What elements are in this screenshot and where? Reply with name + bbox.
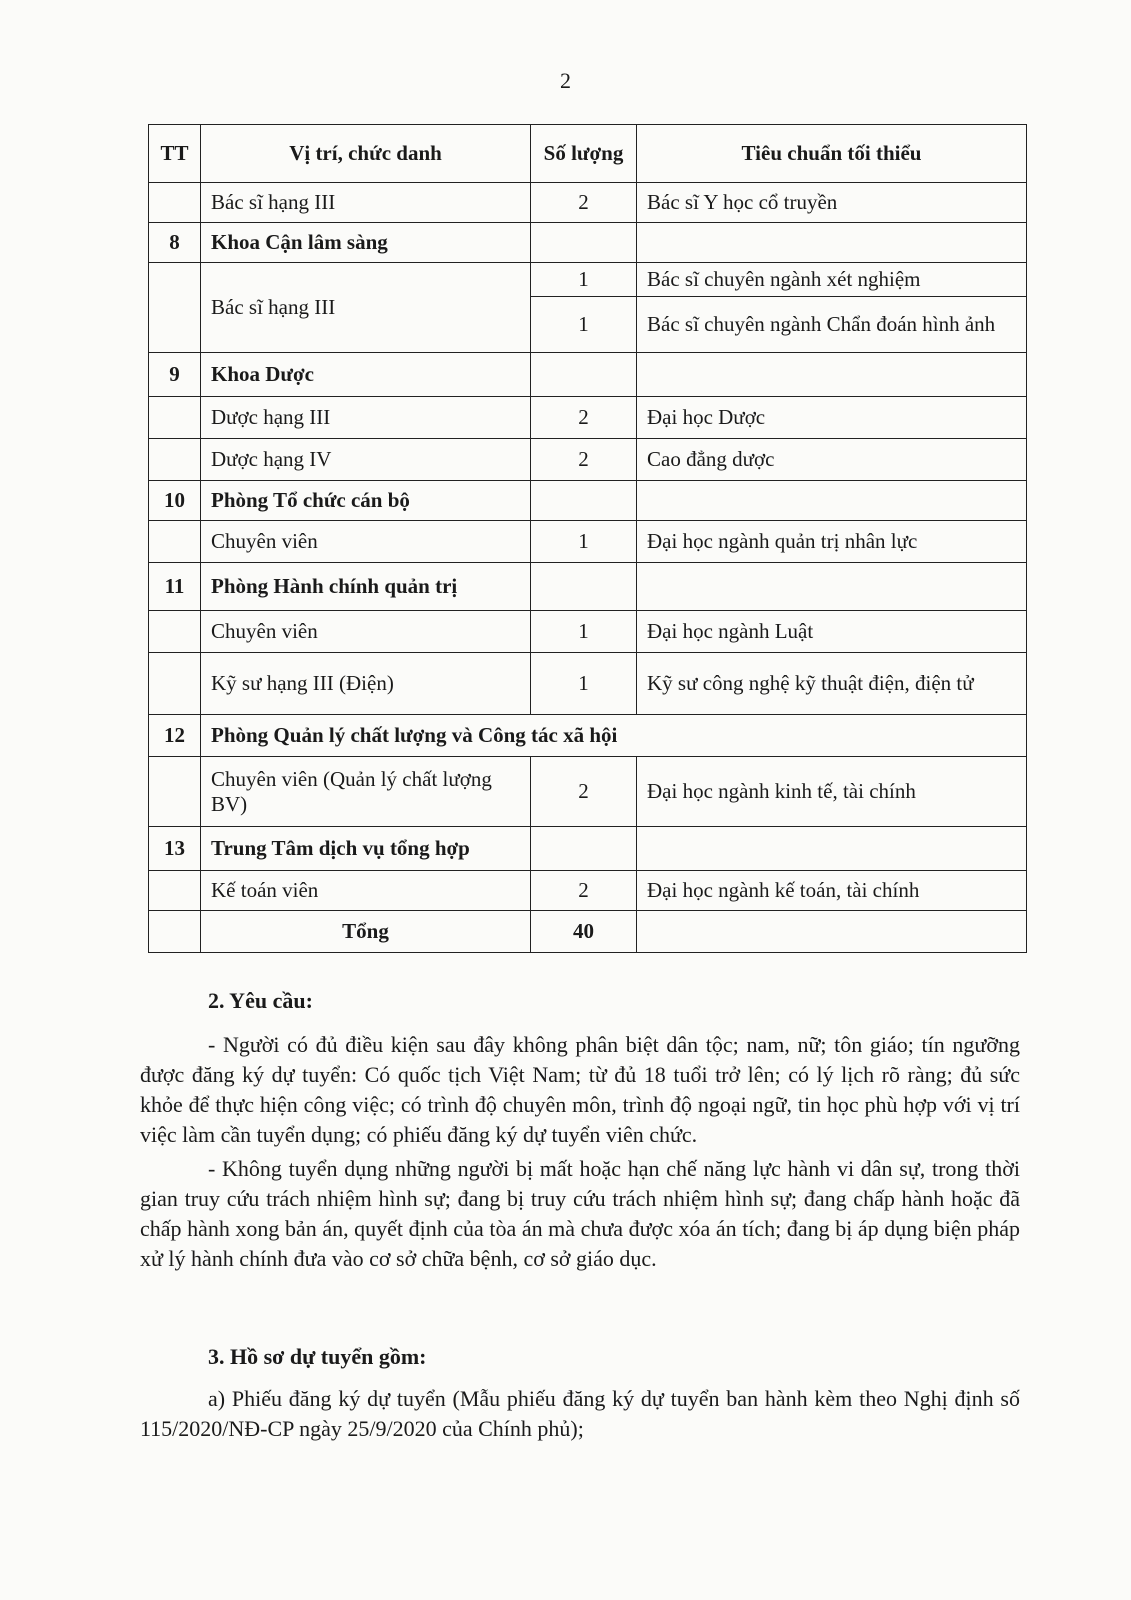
recruitment-table [148, 124, 1027, 953]
cell-qty: 2 [531, 757, 637, 827]
cell-position: Dược hạng III [201, 397, 531, 439]
cell-tt [149, 871, 201, 911]
cell-qty [531, 481, 637, 521]
cell-criteria [637, 827, 1027, 871]
cell-qty: 2 [531, 439, 637, 481]
cell-tt [149, 611, 201, 653]
table-row-department [149, 223, 1027, 263]
table-row [149, 183, 1027, 223]
cell-criteria [637, 563, 1027, 611]
cell-qty [531, 563, 637, 611]
cell-criteria: Cao đẳng dược [637, 439, 1027, 481]
cell-department: Khoa Cận lâm sàng [201, 223, 531, 263]
table-total-row [149, 911, 1027, 953]
table-row-department [149, 481, 1027, 521]
total-qty: 40 [531, 911, 637, 953]
cell-criteria [637, 481, 1027, 521]
cell-tt [149, 521, 201, 563]
cell-qty: 1 [531, 653, 637, 715]
cell-tt [149, 397, 201, 439]
cell-qty [531, 827, 637, 871]
cell-department: Phòng Quản lý chất lượng và Công tác xã hội [201, 715, 1027, 757]
paragraph: - Người có đủ điều kiện sau đây không phân biệt dân tộc; nam, nữ; tôn giáo; tín ngưỡng được đăng ký dự tuyển: Có quốc tịch Việt Nam; từ đủ 18 tuổi trở lên; có lý lịch rõ ràng; đủ sức khỏe để thực hiện công việc; có trình độ chuyên môn, trình độ ngoại ngữ, tin học phù hợp với vị trí việc làm cần tuyển dụng; có phiếu đăng ký dự tuyển viên chức. [140, 1032, 1020, 1147]
cell-qty: 2 [531, 871, 637, 911]
table-row-department [149, 353, 1027, 397]
cell-qty: 2 [531, 183, 637, 223]
cell-criteria: Bác sĩ chuyên ngành xét nghiệm [637, 263, 1027, 297]
section-heading: 2. Yêu cầu: [208, 988, 313, 1013]
cell-qty [531, 353, 637, 397]
table-row-department [149, 715, 1027, 757]
cell-tt [149, 263, 201, 353]
cell-tt [149, 911, 201, 953]
table-row [149, 757, 1027, 827]
cell-criteria: Đại học ngành Luật [637, 611, 1027, 653]
cell-department: Trung Tâm dịch vụ tổng hợp [201, 827, 531, 871]
section-requirements [140, 986, 1020, 1274]
cell-criteria: Kỹ sư công nghệ kỹ thuật điện, điện tử [637, 653, 1027, 715]
table-row [149, 263, 1027, 297]
cell-criteria: Đại học ngành quản trị nhân lực [637, 521, 1027, 563]
cell-position: Bác sĩ hạng III [201, 183, 531, 223]
header-criteria: Tiêu chuẩn tối thiểu [637, 125, 1027, 183]
table-row [149, 397, 1027, 439]
cell-criteria: Đại học ngành kinh tế, tài chính [637, 757, 1027, 827]
cell-tt: 8 [149, 223, 201, 263]
cell-tt [149, 653, 201, 715]
recruitment-table-container [148, 124, 1026, 953]
table-row [149, 653, 1027, 715]
cell-criteria: Bác sĩ Y học cổ truyền [637, 183, 1027, 223]
cell-tt [149, 757, 201, 827]
table-header-row [149, 125, 1027, 183]
cell-position: Bác sĩ hạng III [201, 263, 531, 353]
header-tt: TT [149, 125, 201, 183]
table-row [149, 521, 1027, 563]
cell-criteria: Đại học Dược [637, 397, 1027, 439]
paragraph: - Không tuyển dụng những người bị mất hoặc hạn chế năng lực hành vi dân sự, trong thời gian truy cứu trách nhiệm hình sự; đang bị truy cứu trách nhiệm hình sự; đang chấp hành hoặc đã chấp hành xong bản án, quyết định của tòa án mà chưa được xóa án tích; đang bị áp dụng biện pháp xử lý hành chính đưa vào cơ sở chữa bệnh, cơ sở giáo dục. [140, 1156, 1020, 1271]
cell-department: Phòng Hành chính quản trị [201, 563, 531, 611]
table-row-department [149, 563, 1027, 611]
cell-position: Dược hạng IV [201, 439, 531, 481]
cell-qty: 2 [531, 397, 637, 439]
cell-criteria: Đại học ngành kế toán, tài chính [637, 871, 1027, 911]
section-heading: 3. Hồ sơ dự tuyển gồm: [208, 1344, 427, 1369]
cell-department: Phòng Tổ chức cán bộ [201, 481, 531, 521]
cell-tt: 11 [149, 563, 201, 611]
cell-criteria [637, 353, 1027, 397]
table-row-department [149, 827, 1027, 871]
cell-tt [149, 183, 201, 223]
header-quantity: Số lượng [531, 125, 637, 183]
cell-position: Kỹ sư hạng III (Điện) [201, 653, 531, 715]
header-position: Vị trí, chức danh [201, 125, 531, 183]
cell-tt: 12 [149, 715, 201, 757]
cell-qty [531, 223, 637, 263]
cell-criteria [637, 911, 1027, 953]
cell-tt: 10 [149, 481, 201, 521]
table-row [149, 611, 1027, 653]
page-number: 2 [560, 68, 571, 93]
cell-tt: 9 [149, 353, 201, 397]
cell-position: Chuyên viên [201, 521, 531, 563]
table-row [149, 439, 1027, 481]
paragraph: a) Phiếu đăng ký dự tuyển (Mẫu phiếu đăng ký dự tuyển ban hành kèm theo Nghị định số 115/2020/NĐ-CP ngày 25/9/2020 của Chính phủ); [140, 1386, 1020, 1441]
cell-qty: 1 [531, 297, 637, 353]
cell-tt: 13 [149, 827, 201, 871]
cell-criteria [637, 223, 1027, 263]
table-row [149, 871, 1027, 911]
cell-criteria: Bác sĩ chuyên ngành Chẩn đoán hình ảnh [637, 297, 1027, 353]
section-application-dossier [140, 1342, 1020, 1444]
cell-position: Chuyên viên (Quản lý chất lượng BV) [201, 757, 531, 827]
cell-position: Chuyên viên [201, 611, 531, 653]
cell-qty: 1 [531, 521, 637, 563]
total-label: Tổng [201, 911, 531, 953]
cell-qty: 1 [531, 263, 637, 297]
cell-department: Khoa Dược [201, 353, 531, 397]
cell-position: Kế toán viên [201, 871, 531, 911]
cell-qty: 1 [531, 611, 637, 653]
cell-tt [149, 439, 201, 481]
